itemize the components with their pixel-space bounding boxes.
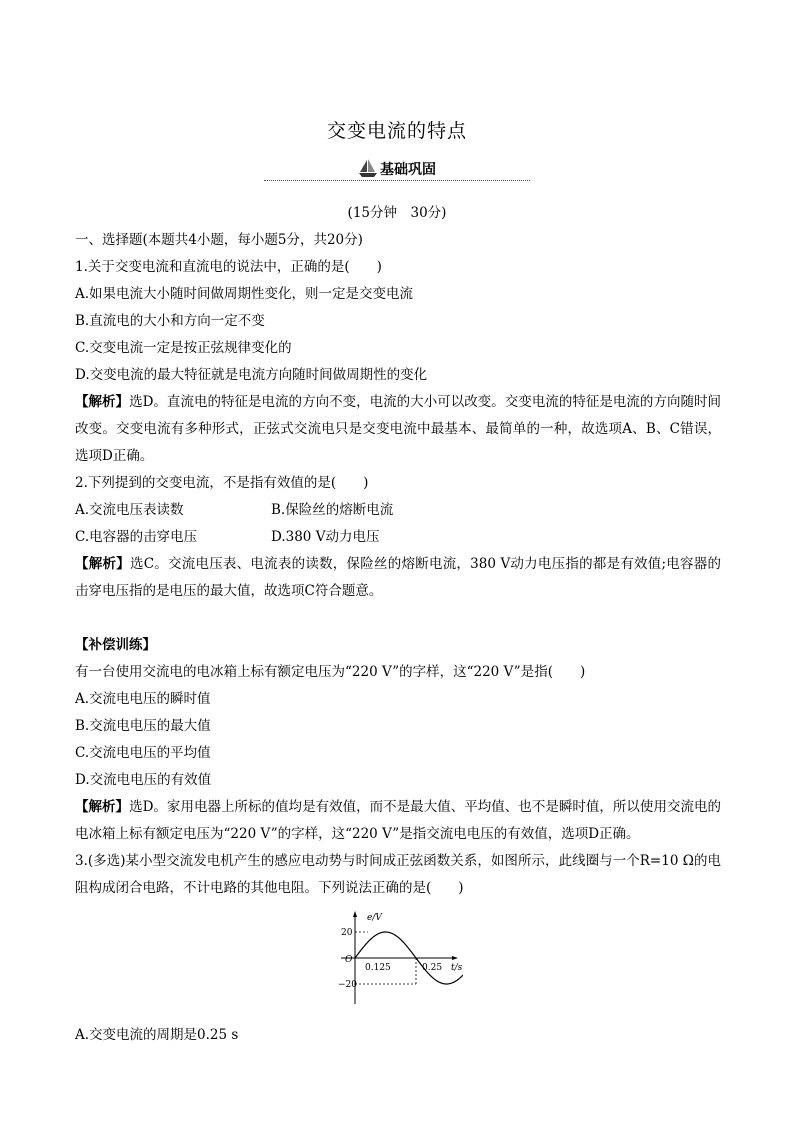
q1-option-b: B.直流电的大小和方向一定不变 <box>75 313 265 329</box>
q1-option-a: A.如果电流大小随时间做周期性变化，则一定是交变电流 <box>75 286 414 302</box>
supplement-stem: 有一台使用交流电的电冰箱上标有额定电压为“220 V”的字样，这“220 V”是指( ) <box>75 664 586 680</box>
q2-option-row <box>75 524 721 551</box>
q1-analysis <box>75 389 721 470</box>
content-body <box>75 227 721 1049</box>
q1-option-d: D.交变电流的最大特征就是电流方向随时间做周期性的变化 <box>75 367 428 383</box>
q2-analysis <box>75 551 721 605</box>
analysis-tag: 【解析】 <box>75 394 130 410</box>
time-info: (15分钟 30分) <box>347 205 447 221</box>
section-label: 基础巩固 <box>380 162 436 178</box>
supplement-option-a: A.交流电电压的瞬时值 <box>75 691 211 707</box>
emf-time-graph <box>333 908 463 1008</box>
q3-figure <box>75 902 721 1022</box>
q2-option-b: B.保险丝的熔断电流 <box>271 502 394 518</box>
y-tick-label: −20 <box>338 980 357 990</box>
q1-stem: 1.关于交变电流和直流电的说法中，正确的是( ) <box>75 259 382 275</box>
y-tick-label: 20 <box>341 928 353 938</box>
supplement-option-c: C.交流电电压的平均值 <box>75 745 211 761</box>
q3-stem: 3.(多选)某小型交流发电机产生的感应电动势与时间成正弦函数关系，如图所示，此线圈与一个R=10 Ω的电阻构成闭合电路，不计电路的其他电阻。下列说法正确的是( ) <box>75 853 721 896</box>
analysis-text: 选C。交流电压表、电流表的读数，保险丝的熔断电流，380 V动力电压指的都是有效值;电容器的击穿电压指的是电压的最大值，故选项C符合题意。 <box>75 556 722 599</box>
q1-option-c: C.交变电流一定是按正弦规律变化的 <box>75 340 292 356</box>
page-title: 交变电流的特点 <box>326 120 467 142</box>
part-heading: 一、选择题(本题共4小题，每小题5分，共20分) <box>75 232 363 248</box>
analysis-text: 选D。家用电器上所标的值均是有效值，而不是最大值、平均值、也不是瞬时值，所以使用交流电的电冰箱上标有额定电压为“220 V”的字样，这“220 V”是指交流电电压的有效值，选项D正确。 <box>75 799 721 842</box>
q2-stem: 2.下列提到的交变电流，不是指有效值的是( ) <box>75 475 369 491</box>
supplement-option-d: D.交流电电压的有效值 <box>75 772 212 788</box>
x-axis-label: t/s <box>451 963 463 973</box>
analysis-text: 选D。直流电的特征是电流的方向不变，电流的大小可以改变。交变电流的特征是电流的方向随时间改变。交变电流有多种形式，正弦式交流电只是交变电流中最基本、最简单的一种，故选项A、B、C错误，选项D正确。 <box>75 394 721 464</box>
q2-option-a: A.交流电压表读数 <box>75 502 184 518</box>
x-tick-label: 0.25 <box>422 963 443 973</box>
analysis-tag: 【解析】 <box>75 799 130 815</box>
q2-option-c: C.电容器的击穿电压 <box>75 529 198 545</box>
q2-option-row <box>75 497 721 524</box>
y-axis-label: e/V <box>367 913 382 923</box>
supplement-analysis <box>75 794 721 848</box>
q2-option-d: D.380 V动力电压 <box>271 529 380 545</box>
origin-label: O <box>345 955 353 965</box>
supplement-heading: 【补偿训练】 <box>75 637 156 653</box>
sailboat-icon <box>358 158 378 178</box>
section-banner <box>264 158 530 184</box>
section-divider <box>264 180 530 181</box>
q3-option-a: A.交变电流的周期是0.25 s <box>75 1027 239 1043</box>
x-tick-label: 0.125 <box>365 963 391 973</box>
supplement-option-b: B.交流电电压的最大值 <box>75 718 211 734</box>
analysis-tag: 【解析】 <box>75 556 130 572</box>
